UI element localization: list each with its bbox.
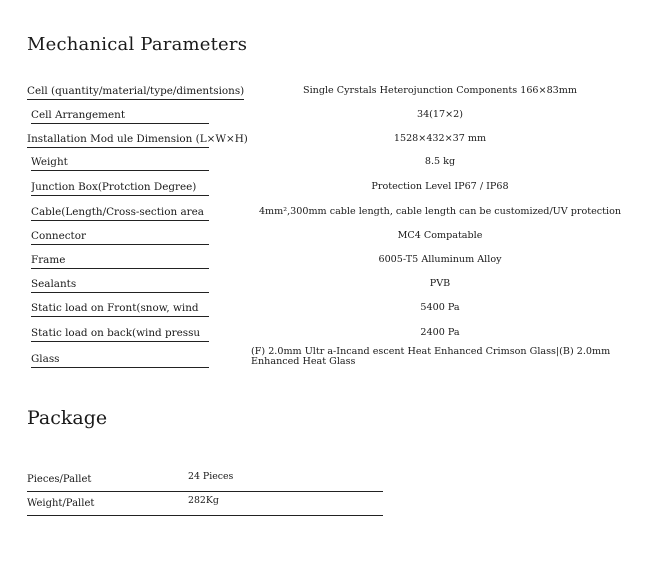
param-value-weight: 8.5 kg [424,156,456,167]
param-value-sealants: PVB [429,278,451,289]
param-value-connector: MC4 Compatable [397,230,483,241]
table-row [0,253,650,273]
param-label-glass: Glass [31,352,209,368]
param-label-dimension: Installation Mod ule Dimension (L×W×H) [27,132,209,148]
mechanical-parameters-heading: Mechanical Parameters [27,34,248,55]
param-label-static-load-front: Static load on Front(snow, wind [31,301,209,317]
package-value-pieces: 24 Pieces [188,471,234,482]
table-row [27,473,383,492]
param-label-connector: Connector [31,229,209,245]
param-label-frame: Frame [31,253,209,269]
table-row [0,277,650,297]
param-label-sealants: Sealants [31,277,209,293]
param-value-frame: 6005-T5 Alluminum Alloy [378,254,502,265]
param-value-static-load-front: 5400 Pa [420,302,460,313]
param-value-static-load-back: 2400 Pa [420,327,460,338]
param-value-cell: Single Cyrstals Heterojunction Components 166×83mm [303,85,577,96]
table-row [0,326,650,346]
table-row [0,132,650,152]
package-heading: Package [27,407,108,429]
table-row [0,84,650,104]
param-label-junction-box: Junction Box(Protction Degree) [31,180,209,196]
table-row [0,155,650,175]
param-label-cell-arrangement: Cell Arrangement [31,108,209,124]
param-label-static-load-back: Static load on back(wind pressu [31,326,209,342]
param-value-junction-box: Protection Level IP67 / IP68 [371,181,509,192]
table-row [0,301,650,321]
table-row [0,346,650,372]
param-value-cable: 4mm²,300mm cable length, cable length can be customized/UV protection [258,206,622,217]
table-row [0,205,650,225]
param-label-cable: Cable(Length/Cross-section area [31,205,209,221]
package-label-pieces: Pieces/Pallet [27,474,92,485]
package-value-weight: 282Kg [188,495,219,506]
param-label-cell: Cell (quantity/material/type/dimentsions) [27,84,244,100]
table-row [0,108,650,128]
param-value-dimension: 1528×432×37 mm [393,133,487,144]
package-label-weight: Weight/Pallet [27,498,95,509]
table-row [27,497,383,516]
table-row [0,180,650,200]
param-label-weight: Weight [31,155,209,171]
table-row [0,229,650,249]
param-value-glass: (F) 2.0mm Ultr a-Incand escent Heat Enhanced Crimson Glass|(B) 2.0mm Enhanced Heat Glass [251,346,611,367]
param-value-cell-arrangement: 34(17×2) [416,109,464,120]
